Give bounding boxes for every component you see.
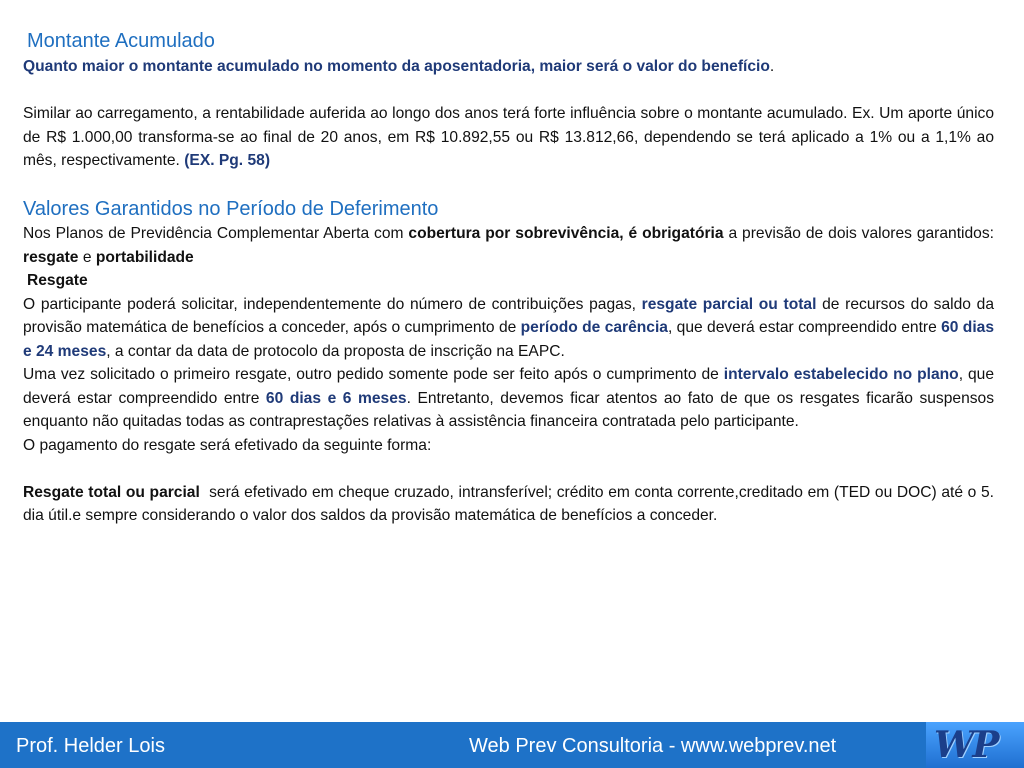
page-title: Montante Acumulado bbox=[27, 30, 215, 52]
rentabilidade-text: Similar ao carregamento, a rentabilidade auferida ao longo dos anos terá forte influência sobre o montante acumulado. Ex. Um aporte único de R$ 1.000,00 transforma-se ao final de 20 anos, em R$ 10.892,55 ou R$ 13.812,66, dependendo se terá aplicado a 1% ou a 1,1% ao mês, respectivamente. bbox=[23, 105, 994, 169]
text-span: Uma vez solicitado o primeiro resgate, outro pedido somente pode ser feito após o cumprimento de bbox=[23, 366, 724, 383]
pagamento-paragraph: O pagamento do resgate será efetivado da seguinte forma: bbox=[23, 436, 432, 454]
bold-text: portabilidade bbox=[95, 248, 194, 266]
text-span: O participante poderá solicitar, independentemente do número de contribuições pagas, bbox=[23, 295, 642, 313]
text-span: , a contar da data de protocolo da proposta de inscrição na EAPC. bbox=[106, 342, 565, 360]
subheading-text: Resgate bbox=[27, 272, 88, 289]
resgate-paragraph bbox=[23, 293, 994, 364]
rentabilidade-paragraph bbox=[23, 102, 994, 173]
bold-text: resgate bbox=[23, 248, 79, 266]
highlight-text: intervalo estabelecido no plano bbox=[723, 366, 959, 383]
highlight-text: resgate parcial ou total bbox=[641, 295, 817, 313]
section-title: Valores Garantidos no Período de Deferimento bbox=[23, 198, 439, 220]
highlight-text: 60 dias e 24 meses bbox=[23, 319, 995, 360]
intro-end: . bbox=[769, 58, 775, 75]
slide-content bbox=[23, 28, 999, 528]
footer-author: Prof. Helder Lois bbox=[16, 735, 165, 757]
text-span: de recursos do saldo da provisão matemática de benefícios a conceder, após o cumprimento de bbox=[23, 295, 994, 336]
text-span: Nos Planos de Previdência Complementar Aberta com bbox=[23, 225, 409, 242]
text-span: , que deverá estar compreendido entre bbox=[668, 319, 942, 336]
intro-bold: Quanto maior o montante acumulado no momento da aposentadoria, maior será o valor do benefício bbox=[23, 58, 770, 75]
text-span: a previsão de dois valores garantidos: bbox=[723, 225, 994, 242]
bold-text: cobertura por sobrevivência, é obrigatória bbox=[408, 225, 724, 242]
forma-pagamento-paragraph bbox=[23, 481, 999, 528]
text-span: . Entretanto, devemos ficar atentos ao fato de que os resgates ficarão suspensos enquanto não quitadas todas as contraprestações relativas à assistência financeira contratada pelo participante. bbox=[23, 389, 995, 430]
highlight-text: período de carência bbox=[520, 319, 668, 336]
webprev-logo bbox=[926, 722, 1024, 768]
intro-paragraph bbox=[23, 55, 994, 79]
text-span: e bbox=[78, 248, 96, 266]
bold-text: Resgate total ou parcial bbox=[23, 483, 200, 501]
text-span: , que deverá estar compreendido entre bbox=[23, 366, 995, 407]
resgate-heading bbox=[23, 269, 994, 293]
text-span: será efetivado em cheque cruzado, intransferível; crédito em conta corrente,creditado em (TED ou DOC) até o 5. dia útil.e sempre considerando o valor dos saldos da provisão matemática de benefícios a conceder. bbox=[23, 483, 999, 524]
footer-bar bbox=[0, 722, 926, 768]
intervalo-paragraph bbox=[23, 363, 994, 434]
highlight-text: 60 dias e 6 meses bbox=[265, 389, 407, 407]
page-reference: (EX. Pg. 58) bbox=[184, 152, 271, 169]
footer-company: Web Prev Consultoria - www.webprev.net bbox=[469, 735, 837, 757]
valores-garantidos-paragraph bbox=[23, 222, 994, 269]
logo-text: WP bbox=[934, 724, 998, 766]
